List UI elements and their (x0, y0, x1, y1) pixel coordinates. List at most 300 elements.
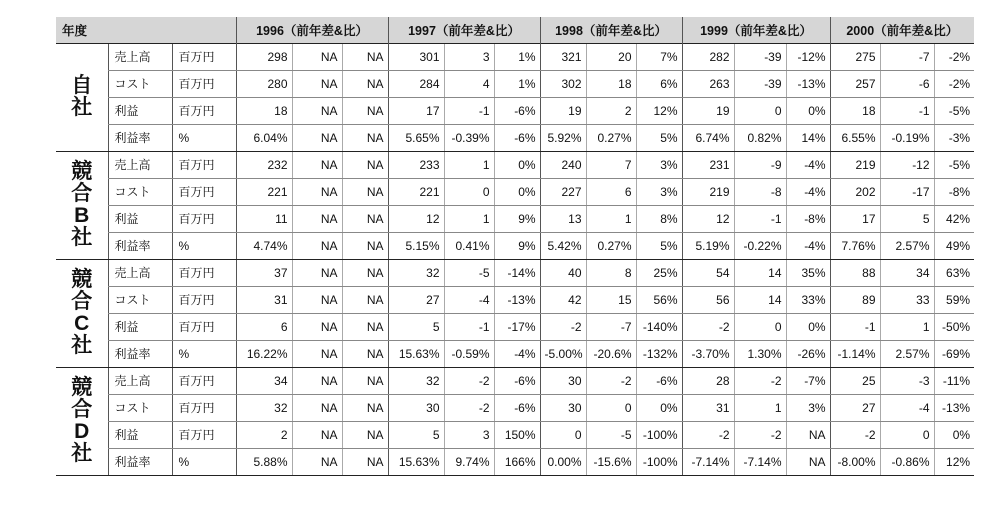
table-cell: 1 (586, 205, 636, 232)
row-unit-label: 百万円 (172, 178, 236, 205)
table-cell: 42% (934, 205, 974, 232)
table-cell: 32 (388, 259, 444, 286)
table-cell: 5.92% (540, 124, 586, 151)
table-cell: NA (292, 448, 342, 475)
table-cell: 263 (682, 70, 734, 97)
table-cell: -8% (786, 205, 830, 232)
table-row (56, 232, 974, 259)
table-cell: 15.63% (388, 448, 444, 475)
table-cell: NA (786, 421, 830, 448)
table-cell: 1.30% (734, 340, 786, 367)
table-cell: 5% (636, 232, 682, 259)
table-cell: -2 (540, 313, 586, 340)
table-cell: 282 (682, 43, 734, 70)
table-cell: 3 (444, 43, 494, 70)
table-cell: 0 (540, 421, 586, 448)
table-cell: -2 (444, 367, 494, 394)
table-cell: -6% (636, 367, 682, 394)
table-cell: 0.41% (444, 232, 494, 259)
table-cell: 59% (934, 286, 974, 313)
table-row (56, 367, 974, 394)
table-cell: 17 (388, 97, 444, 124)
table-cell: 2 (586, 97, 636, 124)
table-cell: NA (342, 313, 388, 340)
table-cell: -1 (444, 97, 494, 124)
table-cell: 32 (388, 367, 444, 394)
table-cell: -6% (494, 97, 540, 124)
table-cell: 257 (830, 70, 880, 97)
table-cell: -0.59% (444, 340, 494, 367)
table-cell: 1% (494, 43, 540, 70)
table-cell: 54 (682, 259, 734, 286)
table-cell: 0 (880, 421, 934, 448)
table-cell: 233 (388, 151, 444, 178)
table-cell: 15 (586, 286, 636, 313)
table-row (56, 205, 974, 232)
table-cell: -5 (586, 421, 636, 448)
table-cell: 5 (388, 313, 444, 340)
table-cell: 49% (934, 232, 974, 259)
table-cell: 7.76% (830, 232, 880, 259)
table-cell: NA (342, 205, 388, 232)
table-cell: 34 (880, 259, 934, 286)
table-row (56, 151, 974, 178)
row-unit-label: 百万円 (172, 394, 236, 421)
row-unit-label: 百万円 (172, 367, 236, 394)
table-cell: 18 (830, 97, 880, 124)
financial-comparison-sheet (56, 17, 971, 476)
table-cell: 27 (830, 394, 880, 421)
table-cell: 202 (830, 178, 880, 205)
table-cell: 9.74% (444, 448, 494, 475)
table-cell: -12% (786, 43, 830, 70)
row-item-label: 売上高 (108, 367, 172, 394)
table-cell: -7 (880, 43, 934, 70)
table-cell: NA (292, 232, 342, 259)
table-cell: 275 (830, 43, 880, 70)
table-cell: 0% (636, 394, 682, 421)
table-cell: 6 (586, 178, 636, 205)
table-cell: 321 (540, 43, 586, 70)
table-cell: -1 (444, 313, 494, 340)
table-cell: 13 (540, 205, 586, 232)
table-cell: -0.22% (734, 232, 786, 259)
year-label: 年度 (56, 17, 236, 43)
table-cell: 1 (444, 151, 494, 178)
table-cell: 15.63% (388, 340, 444, 367)
row-item-label: 利益率 (108, 448, 172, 475)
table-cell: 18 (236, 97, 292, 124)
table-cell: -2% (934, 70, 974, 97)
table-cell: -6% (494, 394, 540, 421)
table-cell: -50% (934, 313, 974, 340)
table-cell: -39 (734, 70, 786, 97)
company-name: 競合D社 (71, 376, 93, 465)
table-cell: 12 (388, 205, 444, 232)
table-body (56, 43, 974, 475)
table-cell: NA (292, 421, 342, 448)
table-cell: 7% (636, 43, 682, 70)
table-cell: 1 (734, 394, 786, 421)
table-cell: 40 (540, 259, 586, 286)
row-item-label: コスト (108, 286, 172, 313)
table-cell: -3.70% (682, 340, 734, 367)
table-cell: 35% (786, 259, 830, 286)
row-unit-label: 百万円 (172, 313, 236, 340)
table-cell: -14% (494, 259, 540, 286)
table-cell: 25% (636, 259, 682, 286)
table-cell: 5.19% (682, 232, 734, 259)
table-cell: -0.19% (880, 124, 934, 151)
table-cell: 16.22% (236, 340, 292, 367)
table-cell: 0% (934, 421, 974, 448)
table-cell: -2 (734, 421, 786, 448)
table-cell: -1 (734, 205, 786, 232)
table-cell: 5% (636, 124, 682, 151)
table-cell: 166% (494, 448, 540, 475)
table-cell: 284 (388, 70, 444, 97)
row-item-label: 利益率 (108, 124, 172, 151)
table-cell: 6.04% (236, 124, 292, 151)
table-cell: -3 (880, 367, 934, 394)
table-cell: NA (342, 97, 388, 124)
table-cell: -4% (786, 178, 830, 205)
company-label (56, 367, 108, 475)
table-row (56, 70, 974, 97)
table-cell: 4.74% (236, 232, 292, 259)
table-cell: -100% (636, 421, 682, 448)
table-cell: NA (342, 421, 388, 448)
table-cell: 3% (786, 394, 830, 421)
table-cell: 19 (682, 97, 734, 124)
table-cell: 63% (934, 259, 974, 286)
table-cell: 28 (682, 367, 734, 394)
table-cell: -5% (934, 97, 974, 124)
table-cell: NA (342, 394, 388, 421)
table-cell: 20 (586, 43, 636, 70)
table-cell: 25 (830, 367, 880, 394)
table-cell: 2 (236, 421, 292, 448)
row-item-label: 利益 (108, 421, 172, 448)
row-unit-label: 百万円 (172, 286, 236, 313)
table-cell: -15.6% (586, 448, 636, 475)
table-cell: 0% (786, 313, 830, 340)
table-cell: -6 (880, 70, 934, 97)
row-unit-label: % (172, 448, 236, 475)
table-cell: NA (292, 286, 342, 313)
table-cell: -7 (586, 313, 636, 340)
table-cell: 1% (494, 70, 540, 97)
table-cell: -2 (444, 394, 494, 421)
table-cell: NA (292, 340, 342, 367)
table-cell: -13% (786, 70, 830, 97)
row-unit-label: 百万円 (172, 421, 236, 448)
table-cell: NA (342, 178, 388, 205)
table-cell: NA (292, 124, 342, 151)
table-cell: -11% (934, 367, 974, 394)
table-cell: -2 (830, 421, 880, 448)
table-cell: -2% (934, 43, 974, 70)
table-cell: 221 (388, 178, 444, 205)
table-cell: 88 (830, 259, 880, 286)
table-cell: 5.88% (236, 448, 292, 475)
table-cell: 150% (494, 421, 540, 448)
table-cell: 9% (494, 232, 540, 259)
table-cell: -2 (682, 313, 734, 340)
table-row (56, 421, 974, 448)
table-cell: NA (342, 340, 388, 367)
table-cell: NA (292, 151, 342, 178)
table-cell: -7.14% (734, 448, 786, 475)
table-cell: -2 (586, 367, 636, 394)
table-cell: 30 (540, 394, 586, 421)
table-cell: -7.14% (682, 448, 734, 475)
table-cell: -0.86% (880, 448, 934, 475)
table-cell: 33 (880, 286, 934, 313)
table-cell: 0.82% (734, 124, 786, 151)
table-cell: -4% (494, 340, 540, 367)
row-unit-label: % (172, 232, 236, 259)
table-cell: -20.6% (586, 340, 636, 367)
table-cell: 12% (934, 448, 974, 475)
table-cell: -100% (636, 448, 682, 475)
table-row (56, 394, 974, 421)
year-header-1997: 1997（前年差&比） (388, 17, 540, 43)
table-cell: 2.57% (880, 340, 934, 367)
year-header-1998: 1998（前年差&比） (540, 17, 682, 43)
table-cell: 221 (236, 178, 292, 205)
table-cell: -17 (880, 178, 934, 205)
table-row (56, 313, 974, 340)
table-cell: 0 (586, 394, 636, 421)
table-cell: NA (292, 97, 342, 124)
table-cell: 4 (444, 70, 494, 97)
table-cell: 8% (636, 205, 682, 232)
row-unit-label: 百万円 (172, 43, 236, 70)
table-cell: 31 (682, 394, 734, 421)
table-cell: 3% (636, 178, 682, 205)
table-cell: -13% (494, 286, 540, 313)
table-row (56, 43, 974, 70)
table-cell: NA (292, 313, 342, 340)
table-row (56, 286, 974, 313)
table-cell: 34 (236, 367, 292, 394)
row-item-label: コスト (108, 70, 172, 97)
table-row (56, 124, 974, 151)
table-cell: 0% (494, 151, 540, 178)
table-cell: -1 (830, 313, 880, 340)
table-cell: -132% (636, 340, 682, 367)
table-cell: -0.39% (444, 124, 494, 151)
company-label (56, 43, 108, 151)
table-cell: 6.74% (682, 124, 734, 151)
table-cell: 14 (734, 286, 786, 313)
company-label (56, 259, 108, 367)
table-cell: 302 (540, 70, 586, 97)
table-cell: 9% (494, 205, 540, 232)
table-row (56, 97, 974, 124)
table-cell: 1 (444, 205, 494, 232)
row-item-label: 売上高 (108, 151, 172, 178)
company-label (56, 151, 108, 259)
table-cell: 33% (786, 286, 830, 313)
table-cell: 12% (636, 97, 682, 124)
table-cell: 240 (540, 151, 586, 178)
table-cell: 18 (586, 70, 636, 97)
table-cell: -1.14% (830, 340, 880, 367)
table-cell: 0 (444, 178, 494, 205)
row-unit-label: 百万円 (172, 151, 236, 178)
table-cell: 219 (682, 178, 734, 205)
row-unit-label: 百万円 (172, 259, 236, 286)
table-cell: -3% (934, 124, 974, 151)
table-cell: -7% (786, 367, 830, 394)
table-cell: 6 (236, 313, 292, 340)
table-cell: 1 (880, 313, 934, 340)
table-cell: -39 (734, 43, 786, 70)
row-item-label: 利益率 (108, 232, 172, 259)
company-name: 競合C社 (71, 268, 93, 357)
table-cell: 301 (388, 43, 444, 70)
year-header-2000: 2000（前年差&比） (830, 17, 974, 43)
table-cell: NA (292, 43, 342, 70)
table-cell: 56% (636, 286, 682, 313)
table-row (56, 178, 974, 205)
table-cell: 42 (540, 286, 586, 313)
table-cell: 231 (682, 151, 734, 178)
row-item-label: コスト (108, 178, 172, 205)
table-cell: 219 (830, 151, 880, 178)
table-cell: 30 (540, 367, 586, 394)
table-cell: -5% (934, 151, 974, 178)
row-unit-label: % (172, 340, 236, 367)
row-item-label: 利益 (108, 205, 172, 232)
table-cell: -4 (444, 286, 494, 313)
table-cell: 3% (636, 151, 682, 178)
table-cell: NA (292, 259, 342, 286)
table-cell: NA (292, 205, 342, 232)
table-cell: NA (342, 367, 388, 394)
table-cell: -4% (786, 151, 830, 178)
table-cell: 5.15% (388, 232, 444, 259)
row-unit-label: 百万円 (172, 205, 236, 232)
table-cell: -26% (786, 340, 830, 367)
table-cell: -2 (734, 367, 786, 394)
table-cell: NA (342, 70, 388, 97)
table-cell: NA (342, 151, 388, 178)
table-cell: -17% (494, 313, 540, 340)
table-cell: -8.00% (830, 448, 880, 475)
table-cell: -4% (786, 232, 830, 259)
table-cell: 0 (734, 313, 786, 340)
table-cell: 232 (236, 151, 292, 178)
row-unit-label: 百万円 (172, 70, 236, 97)
table-cell: 27 (388, 286, 444, 313)
table-cell: NA (292, 70, 342, 97)
table-cell: 56 (682, 286, 734, 313)
table-cell: 0 (734, 97, 786, 124)
table-cell: 7 (586, 151, 636, 178)
table-cell: -5.00% (540, 340, 586, 367)
table-cell: -5 (444, 259, 494, 286)
table-cell: -2 (682, 421, 734, 448)
table-cell: -6% (494, 367, 540, 394)
table-cell: 11 (236, 205, 292, 232)
table-cell: 280 (236, 70, 292, 97)
table-cell: 17 (830, 205, 880, 232)
comparison-table (56, 17, 974, 476)
table-cell: NA (292, 394, 342, 421)
table-row (56, 259, 974, 286)
table-cell: 32 (236, 394, 292, 421)
table-cell: 6% (636, 70, 682, 97)
table-cell: 89 (830, 286, 880, 313)
table-cell: NA (342, 286, 388, 313)
table-cell: 30 (388, 394, 444, 421)
table-cell: NA (292, 178, 342, 205)
row-item-label: 利益 (108, 313, 172, 340)
row-unit-label: % (172, 124, 236, 151)
table-cell: 5 (388, 421, 444, 448)
company-name: 自社 (71, 74, 93, 119)
company-name: 競合B社 (71, 160, 93, 249)
table-cell: NA (342, 124, 388, 151)
table-cell: -9 (734, 151, 786, 178)
table-cell: 5.42% (540, 232, 586, 259)
table-cell: -13% (934, 394, 974, 421)
table-cell: 19 (540, 97, 586, 124)
table-cell: 3 (444, 421, 494, 448)
row-unit-label: 百万円 (172, 97, 236, 124)
table-cell: NA (292, 367, 342, 394)
table-cell: 31 (236, 286, 292, 313)
table-cell: 2.57% (880, 232, 934, 259)
table-cell: 227 (540, 178, 586, 205)
table-cell: -12 (880, 151, 934, 178)
table-cell: -1 (880, 97, 934, 124)
table-cell: 8 (586, 259, 636, 286)
table-cell: 6.55% (830, 124, 880, 151)
table-cell: NA (786, 448, 830, 475)
table-cell: 0% (786, 97, 830, 124)
table-row (56, 448, 974, 475)
table-cell: -4 (880, 394, 934, 421)
table-cell: 5.65% (388, 124, 444, 151)
table-cell: NA (342, 448, 388, 475)
table-cell: 298 (236, 43, 292, 70)
table-cell: -8 (734, 178, 786, 205)
table-cell: 37 (236, 259, 292, 286)
year-header-1996: 1996（前年差&比） (236, 17, 388, 43)
table-cell: 12 (682, 205, 734, 232)
year-header-1999: 1999（前年差&比） (682, 17, 830, 43)
table-cell: 0.27% (586, 232, 636, 259)
table-cell: -140% (636, 313, 682, 340)
table-cell: 0.00% (540, 448, 586, 475)
row-item-label: 利益率 (108, 340, 172, 367)
row-item-label: 売上高 (108, 43, 172, 70)
table-cell: NA (342, 232, 388, 259)
table-cell: NA (342, 259, 388, 286)
table-row (56, 340, 974, 367)
row-item-label: 利益 (108, 97, 172, 124)
header-row (56, 17, 974, 43)
table-cell: 0% (494, 178, 540, 205)
table-cell: -69% (934, 340, 974, 367)
table-cell: 14% (786, 124, 830, 151)
row-item-label: コスト (108, 394, 172, 421)
table-cell: 0.27% (586, 124, 636, 151)
